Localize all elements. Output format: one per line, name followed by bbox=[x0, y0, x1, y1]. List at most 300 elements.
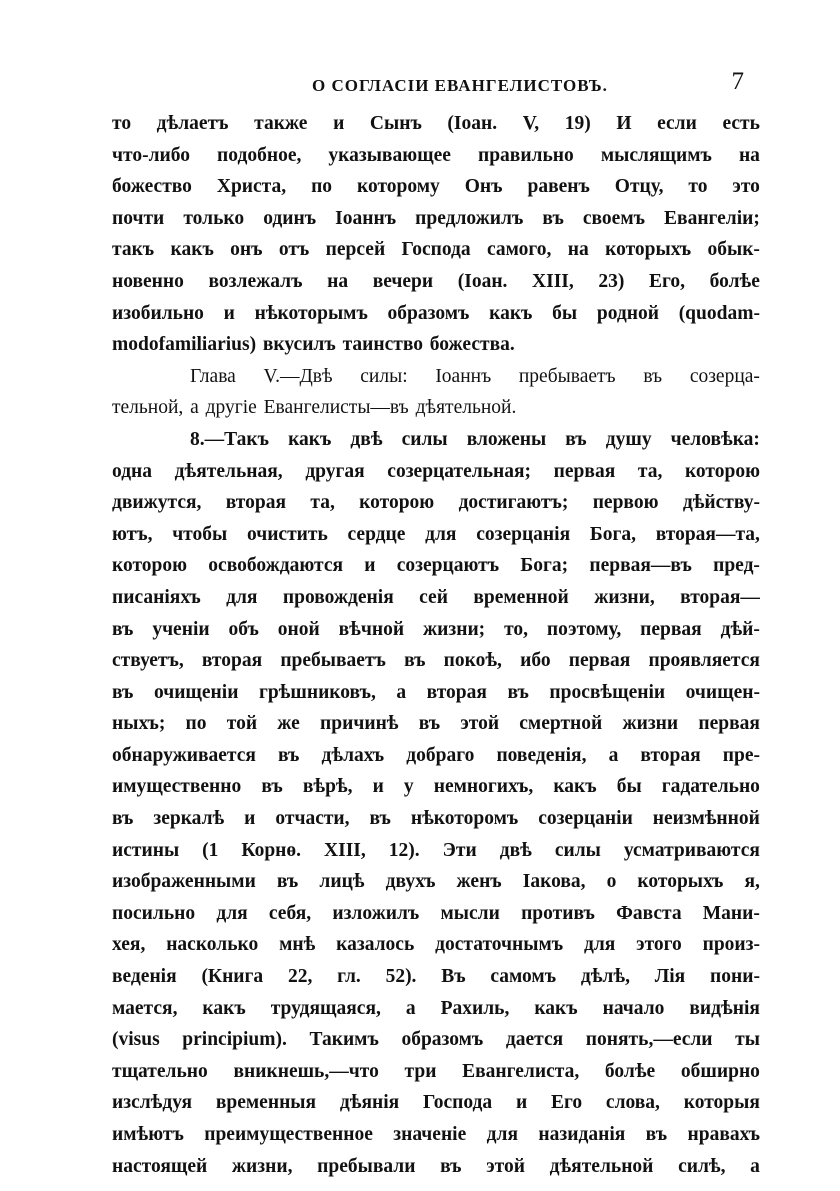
word: ствуетъ, bbox=[112, 650, 184, 672]
word: на bbox=[567, 239, 589, 261]
text-line bbox=[112, 203, 760, 235]
text-line bbox=[112, 519, 760, 551]
word: этой bbox=[486, 1155, 525, 1177]
word: созерцаніи bbox=[538, 808, 633, 830]
word: достаточнымъ bbox=[435, 934, 564, 956]
word: 19) bbox=[564, 113, 591, 134]
word: (Іоан. bbox=[457, 270, 508, 292]
word: жизни; bbox=[423, 618, 486, 640]
word: какъ bbox=[553, 776, 597, 798]
word: вечери bbox=[372, 270, 434, 292]
word: мысли bbox=[440, 902, 500, 924]
word: въ bbox=[643, 365, 663, 387]
word: истины bbox=[112, 839, 180, 861]
word: изображенными bbox=[112, 871, 256, 893]
word: которою bbox=[112, 555, 188, 577]
text-line bbox=[112, 234, 760, 266]
word: смертной bbox=[519, 713, 603, 735]
word: Господа bbox=[423, 1092, 493, 1114]
text-line bbox=[112, 392, 760, 424]
word: движутся, bbox=[112, 492, 202, 514]
word: этой bbox=[460, 713, 500, 735]
word: 12). bbox=[388, 839, 420, 861]
word: дѣлахъ bbox=[321, 744, 385, 766]
word: понять,—если bbox=[585, 1029, 713, 1051]
word: видѣнія bbox=[689, 997, 760, 1019]
word: Глава bbox=[190, 365, 236, 387]
text-line bbox=[112, 108, 760, 140]
word: самого, bbox=[487, 239, 552, 261]
word: имѣютъ bbox=[112, 1124, 184, 1145]
word: изслѣдуя bbox=[112, 1092, 193, 1114]
word: образомъ bbox=[387, 302, 470, 324]
text-line bbox=[112, 171, 760, 203]
word: первая bbox=[568, 650, 631, 672]
text-line bbox=[112, 708, 760, 740]
word: Господа bbox=[401, 239, 471, 261]
word: подобное, bbox=[217, 144, 302, 166]
word: Такимъ bbox=[309, 1029, 379, 1051]
word: произ- bbox=[702, 934, 760, 956]
word: Евангелисты—въ bbox=[263, 397, 409, 419]
word: пони- bbox=[710, 966, 760, 988]
word: Эти bbox=[442, 839, 477, 861]
word: которыхъ bbox=[605, 239, 692, 261]
word: а bbox=[405, 997, 416, 1019]
word: Евангелиста, bbox=[462, 1060, 580, 1082]
word: ибо bbox=[520, 650, 551, 672]
word: мается, bbox=[112, 997, 178, 1019]
word: вложены bbox=[466, 428, 547, 450]
word: и bbox=[223, 302, 235, 324]
word: казалось bbox=[336, 934, 415, 956]
word: нѣкоторымъ bbox=[254, 302, 368, 324]
word: сей bbox=[419, 586, 448, 608]
word: то bbox=[688, 176, 708, 198]
word: Отцу, bbox=[614, 176, 664, 198]
word: освобождаются bbox=[208, 555, 344, 577]
word: Корнө. bbox=[241, 839, 302, 861]
word: а bbox=[608, 744, 619, 766]
word: отчасти, bbox=[275, 808, 350, 830]
text-line bbox=[112, 961, 760, 993]
word: та, bbox=[637, 460, 663, 482]
running-head bbox=[112, 68, 760, 108]
word: Іоаннъ bbox=[435, 365, 492, 387]
word: (1 bbox=[202, 839, 219, 861]
word: (quodam- bbox=[678, 302, 760, 324]
word: principium). bbox=[182, 1029, 287, 1051]
running-title: О СОГЛАСІИ ЕВАНГЕЛИСТОВЪ. bbox=[312, 76, 608, 95]
word: обнаруживается bbox=[112, 744, 256, 766]
word: вникнешь,—что bbox=[233, 1060, 379, 1082]
word: значеніе bbox=[393, 1124, 467, 1145]
word: проявляется bbox=[648, 650, 760, 672]
word: новенно bbox=[112, 270, 184, 292]
word: трудящаяся, bbox=[270, 997, 381, 1019]
word: Онъ bbox=[464, 176, 503, 198]
word: и bbox=[244, 808, 256, 830]
text-line bbox=[112, 424, 760, 456]
word: 8.—Такъ bbox=[190, 428, 269, 450]
word: гадательно bbox=[661, 776, 760, 798]
word: слова, bbox=[605, 1092, 660, 1114]
word: мыслящимъ bbox=[600, 144, 712, 166]
text-line bbox=[112, 898, 760, 930]
word: V, bbox=[522, 113, 540, 134]
text-line bbox=[112, 866, 760, 898]
word: XIII, bbox=[532, 270, 574, 292]
word: Бога; bbox=[520, 555, 569, 577]
word: очищен- bbox=[685, 681, 760, 703]
word: первая—въ bbox=[589, 555, 692, 577]
text-line bbox=[112, 1151, 760, 1183]
word: душу bbox=[605, 428, 652, 450]
word: вкусилъ bbox=[262, 334, 336, 356]
word: я, bbox=[744, 871, 760, 893]
word: дѣйству- bbox=[682, 492, 760, 514]
word: начало bbox=[602, 997, 665, 1019]
word: силы: bbox=[360, 365, 408, 387]
word: двѣ bbox=[350, 428, 383, 450]
word: вторая—та, bbox=[655, 523, 760, 545]
word: И bbox=[616, 113, 632, 134]
word: ныхъ; bbox=[112, 713, 166, 735]
word: провожденія bbox=[282, 586, 394, 608]
word: самомъ bbox=[490, 966, 557, 988]
word: себя, bbox=[268, 902, 312, 924]
text-line bbox=[112, 582, 760, 614]
word: въ bbox=[261, 776, 283, 798]
word: пребываетъ bbox=[280, 650, 386, 672]
word: которою bbox=[684, 460, 760, 482]
word: пребывали bbox=[317, 1155, 416, 1177]
word: другая bbox=[305, 460, 365, 482]
word: неизмѣнной bbox=[652, 808, 760, 830]
word: дѣянія bbox=[339, 1092, 400, 1114]
word: гл. bbox=[337, 966, 361, 988]
word: первою bbox=[592, 492, 659, 514]
text-line bbox=[112, 456, 760, 488]
word: дѣятельная, bbox=[174, 460, 283, 482]
word: предложилъ bbox=[415, 207, 524, 229]
word: оной bbox=[277, 618, 320, 640]
text-line bbox=[112, 1024, 760, 1056]
word: Мани- bbox=[702, 902, 760, 924]
word: какъ bbox=[534, 997, 578, 1019]
text-line bbox=[112, 1119, 760, 1151]
page-number: 7 bbox=[731, 68, 744, 95]
word: которому bbox=[357, 176, 440, 198]
text-line bbox=[112, 803, 760, 835]
word: ученіи bbox=[152, 618, 210, 640]
word: та, bbox=[310, 492, 335, 514]
text-line bbox=[112, 550, 760, 582]
word: если bbox=[657, 113, 697, 134]
word: дается bbox=[505, 1029, 564, 1051]
word: просвѣщеніи bbox=[549, 681, 666, 703]
word: посильно bbox=[112, 902, 196, 924]
word: жизни bbox=[622, 713, 679, 735]
word: добраго bbox=[406, 744, 475, 766]
word: только bbox=[183, 207, 245, 229]
word: имущественно bbox=[112, 776, 242, 798]
word: (Книга bbox=[201, 966, 264, 988]
word: грѣшниковъ, bbox=[258, 681, 376, 703]
text-line bbox=[112, 677, 760, 709]
word: достигаютъ; bbox=[458, 492, 569, 514]
word: первая bbox=[640, 618, 702, 640]
word: Сынъ bbox=[369, 113, 422, 134]
word: созерцательная; bbox=[387, 460, 532, 482]
word: почти bbox=[112, 207, 165, 229]
text-line bbox=[112, 614, 760, 646]
word: таинство bbox=[342, 334, 423, 356]
word: временной bbox=[473, 586, 569, 608]
word: въ bbox=[565, 428, 587, 450]
word: отъ bbox=[278, 239, 310, 261]
word: причинѣ bbox=[320, 713, 399, 735]
text-line bbox=[112, 329, 760, 361]
word: настоящей bbox=[112, 1155, 208, 1177]
word: у bbox=[403, 776, 414, 798]
word: о bbox=[606, 871, 617, 893]
word: женъ bbox=[456, 871, 502, 893]
word: онъ bbox=[230, 239, 263, 261]
text-line bbox=[112, 1056, 760, 1088]
word: въ bbox=[112, 618, 134, 640]
word: первая bbox=[698, 713, 760, 735]
word: нравахъ bbox=[687, 1124, 760, 1145]
word: Лія bbox=[654, 966, 686, 988]
word: какъ bbox=[288, 428, 332, 450]
word: бы bbox=[616, 776, 642, 798]
word: въ bbox=[276, 871, 299, 893]
word: по bbox=[185, 713, 207, 735]
word: 22, bbox=[287, 966, 313, 988]
word: писаніяхъ bbox=[112, 586, 201, 608]
word: дѣятельной. bbox=[415, 397, 517, 419]
word: бы bbox=[552, 302, 578, 324]
word: пребываетъ bbox=[518, 365, 616, 387]
word: которыхъ bbox=[637, 871, 724, 893]
word: на bbox=[327, 270, 349, 292]
word: и bbox=[333, 113, 345, 134]
word: для bbox=[583, 934, 616, 956]
book-page bbox=[112, 68, 760, 1182]
word: равенъ bbox=[527, 176, 590, 198]
word: обширно bbox=[680, 1060, 760, 1082]
word: (Іоан. bbox=[447, 113, 498, 134]
word: сердце bbox=[347, 523, 406, 545]
word: насколько bbox=[166, 934, 259, 956]
word: и bbox=[364, 555, 376, 577]
word: Его bbox=[550, 1092, 583, 1114]
word: такъ bbox=[112, 239, 155, 261]
word: объ bbox=[228, 618, 259, 640]
word: созерцанія bbox=[476, 523, 571, 545]
word: для bbox=[425, 523, 457, 545]
word: временныя bbox=[215, 1092, 317, 1114]
word: божество bbox=[112, 176, 192, 198]
word: своемъ bbox=[582, 207, 645, 229]
word: въ bbox=[369, 808, 391, 830]
word: созерцаютъ bbox=[396, 555, 500, 577]
word: первая bbox=[553, 460, 616, 482]
word: въ bbox=[112, 808, 134, 830]
word: обык- bbox=[707, 239, 760, 261]
word: созерца- bbox=[689, 365, 760, 387]
word: Евангеліи; bbox=[664, 207, 760, 229]
word: пре- bbox=[722, 744, 760, 766]
word: той bbox=[226, 713, 258, 735]
word: которыя bbox=[683, 1092, 760, 1114]
word: назиданія bbox=[538, 1124, 626, 1145]
text-line bbox=[112, 361, 760, 393]
word: есть bbox=[722, 113, 760, 134]
word: пред- bbox=[713, 555, 760, 577]
word: а bbox=[190, 397, 199, 419]
word: одна bbox=[112, 460, 153, 482]
word: немногихъ, bbox=[433, 776, 534, 798]
word: болѣе bbox=[604, 1060, 656, 1082]
word: возлежалъ bbox=[208, 270, 303, 292]
word: то, bbox=[504, 618, 529, 640]
text-line bbox=[112, 645, 760, 677]
word: лицѣ bbox=[319, 871, 365, 893]
word: силы bbox=[554, 839, 601, 861]
word: веденія bbox=[112, 966, 177, 988]
word: двухъ bbox=[385, 871, 436, 893]
word: изложилъ bbox=[332, 902, 420, 924]
word: очистить bbox=[246, 523, 328, 545]
word: Бога, bbox=[589, 523, 636, 545]
word: XIII, bbox=[324, 839, 366, 861]
word: которою bbox=[359, 492, 435, 514]
word: Въ bbox=[441, 966, 466, 988]
word: также bbox=[254, 113, 308, 134]
word: вторая bbox=[201, 650, 263, 672]
word: для bbox=[226, 586, 258, 608]
word: что-либо bbox=[112, 144, 190, 166]
word: въ bbox=[645, 1124, 668, 1145]
word: вторая bbox=[426, 681, 487, 703]
word: мнѣ bbox=[279, 934, 316, 956]
word: человѣка: bbox=[670, 428, 760, 450]
word: вторая— bbox=[680, 586, 760, 608]
word: и bbox=[515, 1092, 528, 1114]
word: одинъ bbox=[263, 207, 317, 229]
word: дѣлѣ, bbox=[580, 966, 630, 988]
word: другіе bbox=[205, 397, 257, 419]
word: Фавста bbox=[616, 902, 682, 924]
word: какъ bbox=[202, 997, 246, 1019]
word: зеркалѣ bbox=[153, 808, 225, 830]
word: ютъ, bbox=[112, 523, 153, 545]
word: на bbox=[738, 144, 760, 166]
word: въ bbox=[507, 681, 529, 703]
word: 23) bbox=[598, 270, 625, 292]
text-line bbox=[112, 266, 760, 298]
word: вѣрѣ, bbox=[302, 776, 353, 798]
word: персей bbox=[325, 239, 386, 261]
word: этого bbox=[636, 934, 682, 956]
word: покоѣ, bbox=[443, 650, 502, 672]
word: Іакова, bbox=[522, 871, 586, 893]
word: усматриваются bbox=[623, 839, 760, 861]
word: указывающее bbox=[328, 144, 451, 166]
word: по bbox=[311, 176, 333, 198]
word: Его, bbox=[649, 270, 686, 292]
word: Христа, bbox=[216, 176, 287, 198]
word: жизни, bbox=[231, 1155, 293, 1177]
word: въ bbox=[278, 744, 300, 766]
text-line bbox=[112, 835, 760, 867]
word: какъ bbox=[489, 302, 533, 324]
body-text bbox=[112, 108, 760, 1182]
word: нѣкоторомъ bbox=[410, 808, 519, 830]
word: тельной, bbox=[112, 397, 184, 419]
word: правильно bbox=[477, 144, 574, 166]
word: modofamiliarius) bbox=[112, 334, 257, 356]
word: вторая bbox=[225, 492, 287, 514]
word: поведенія, bbox=[496, 744, 587, 766]
text-line bbox=[112, 993, 760, 1025]
word: чтобы bbox=[172, 523, 228, 545]
word: вѣчной bbox=[338, 618, 405, 640]
word: противъ bbox=[521, 902, 595, 924]
text-line bbox=[112, 298, 760, 330]
word: для bbox=[486, 1124, 519, 1145]
word: для bbox=[216, 902, 248, 924]
text-line bbox=[112, 140, 760, 172]
word: хея, bbox=[112, 934, 146, 956]
word: болѣе bbox=[709, 270, 760, 292]
word: въ bbox=[440, 1155, 462, 1177]
text-line bbox=[112, 1087, 760, 1119]
word: двѣ bbox=[499, 839, 532, 861]
word: Рахиль, bbox=[440, 997, 510, 1019]
word: вторая bbox=[640, 744, 701, 766]
text-line bbox=[112, 487, 760, 519]
word: ты bbox=[735, 1029, 760, 1051]
word: 52). bbox=[385, 966, 417, 988]
word: родной bbox=[596, 302, 659, 324]
word: преимущественное bbox=[204, 1124, 373, 1145]
word: божества. bbox=[429, 334, 515, 356]
word: въ bbox=[542, 207, 564, 229]
text-line bbox=[112, 771, 760, 803]
word: силѣ, bbox=[678, 1155, 726, 1177]
word: очищеніи bbox=[153, 681, 239, 703]
word: же bbox=[277, 713, 300, 735]
word: (visus bbox=[112, 1029, 160, 1051]
word: поэтому, bbox=[546, 618, 622, 640]
word: три bbox=[404, 1060, 437, 1082]
word: образомъ bbox=[401, 1029, 484, 1051]
word: это bbox=[732, 176, 760, 198]
word: а bbox=[750, 1155, 760, 1177]
word: какъ bbox=[170, 239, 214, 261]
word: силы bbox=[401, 428, 448, 450]
word: въ bbox=[404, 650, 426, 672]
word: въ bbox=[418, 713, 441, 735]
word: дѣятельной bbox=[549, 1155, 654, 1177]
word: Іоаннъ bbox=[335, 207, 397, 229]
word: дѣлаетъ bbox=[156, 113, 229, 134]
word: V.—Двѣ bbox=[263, 365, 333, 387]
word: изобильно bbox=[112, 302, 204, 324]
